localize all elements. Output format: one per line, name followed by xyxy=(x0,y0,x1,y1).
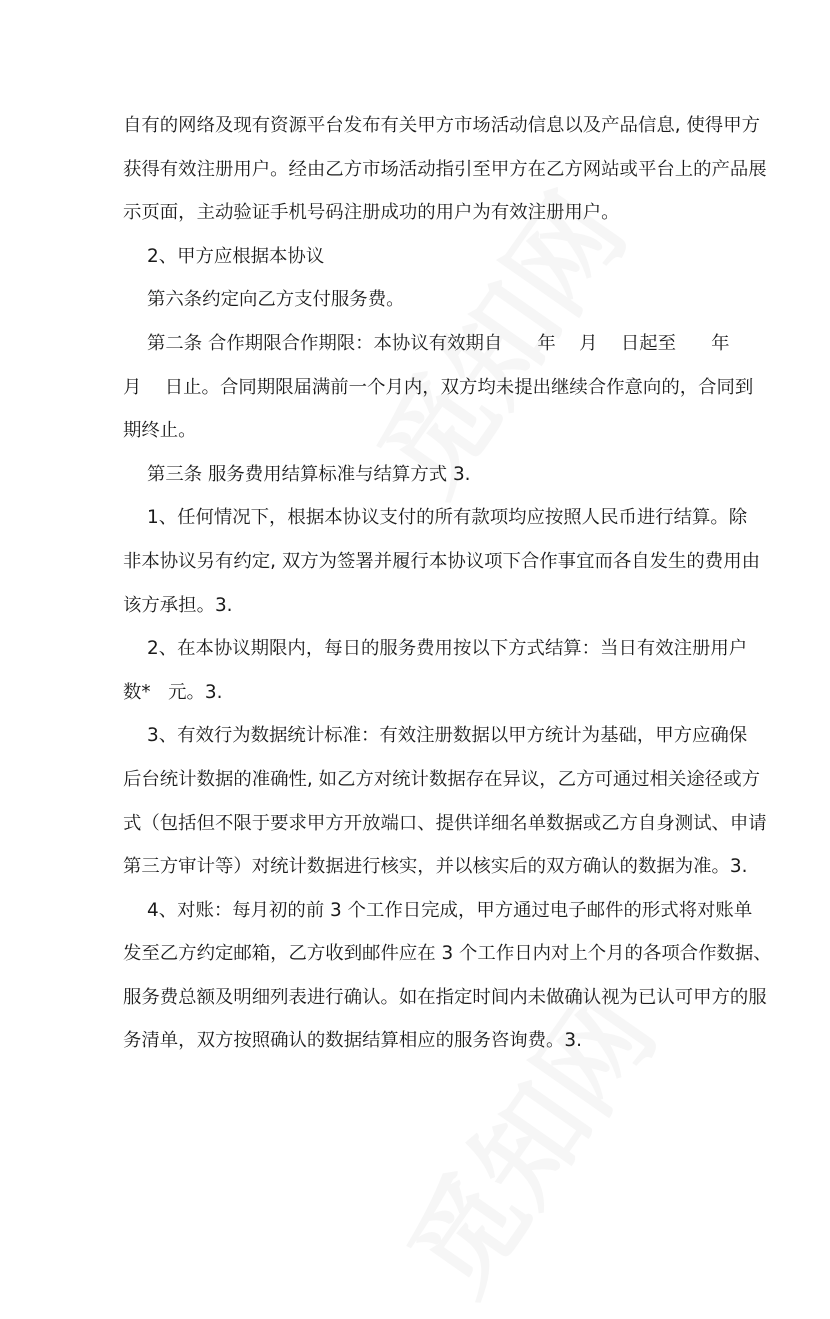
text-line: 2、甲方应根据本协议 xyxy=(147,245,325,267)
text-line: 4、对账：每月初的前 3 个工作日完成，甲方通过电子邮件的形式将对账单 xyxy=(147,899,753,921)
document-body xyxy=(123,104,772,1063)
text-line: 后台统计数据的准确性, 如乙方对统计数据存在异议，乙方可通过相关途径或方 xyxy=(123,768,760,790)
text-line: 1、任何情况下，根据本协议支付的所有款项均应按照人民币进行结算。除 xyxy=(147,507,748,529)
text-line: 示页面，主动验证手机号码注册成功的用户为有效注册用户。 xyxy=(123,202,620,224)
text-line: 第二条 合作期限合作期限：本协议有效期自 年 月 日起至 年 xyxy=(147,332,730,354)
text-line: 第三条 服务费用结算标准与结算方式 3. xyxy=(147,463,471,485)
text-line: 3、有效行为数据统计标准：有效注册数据以甲方统计为基础，甲方应确保 xyxy=(147,725,748,747)
text-line: 月 日止。合同期限届满前一个月内，双方均未提出继续合作意向的，合同到 xyxy=(123,376,754,398)
text-line: 期终止。 xyxy=(123,420,197,442)
text-line: 数* 元。3. xyxy=(123,681,223,703)
text-line: 2、在本协议期限内，每日的服务费用按以下方式结算：当日有效注册用户 xyxy=(147,638,748,660)
text-line: 发至乙方约定邮箱，乙方收到邮件应在 3 个工作日内对上个月的各项合作数据、 xyxy=(123,943,772,965)
text-line: 服务费总额及明细列表进行确认。如在指定时间内未做确认视为已认可甲方的服 xyxy=(123,986,767,1008)
text-line: 务清单，双方按照确认的数据结算相应的服务咨询费。3. xyxy=(123,1030,582,1052)
text-line: 第三方审计等）对统计数据进行核实，并以核实后的双方确认的数据为准。3. xyxy=(123,856,748,878)
text-line: 非本协议另有约定, 双方为签署并履行本协议项下合作事宜而各自发生的费用由 xyxy=(123,550,760,572)
text-line: 获得有效注册用户。经由乙方市场活动指引至甲方在乙方网站或平台上的产品展 xyxy=(123,158,767,180)
text-line: 自有的网络及现有资源平台发布有关甲方市场活动信息以及产品信息, 使得甲方 xyxy=(123,115,760,136)
text-line: 式（包括但不限于要求甲方开放端口、提供详细名单数据或乙方自身测试、申请 xyxy=(123,812,767,834)
text-line: 第六条约定向乙方支付服务费。 xyxy=(147,289,405,311)
text-line: 该方承担。3. xyxy=(123,594,233,616)
